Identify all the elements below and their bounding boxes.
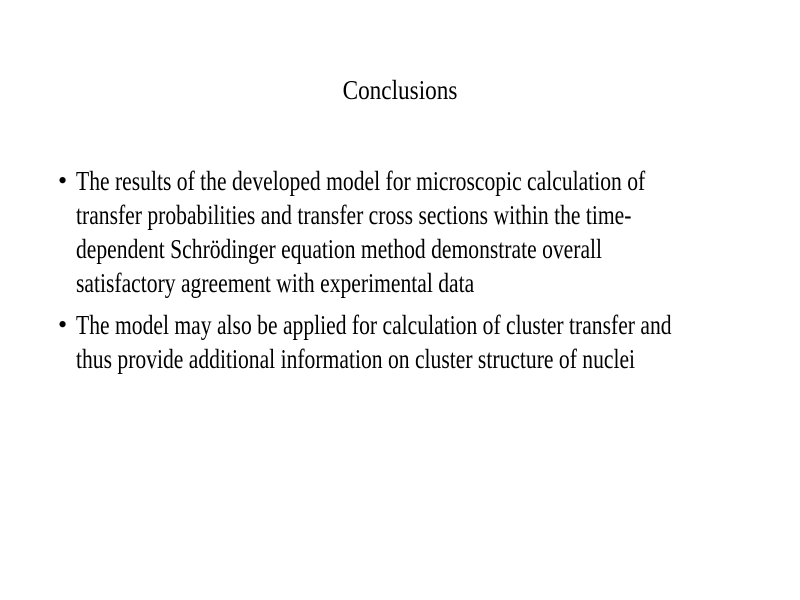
- bullet-text-line: satisfactory agreement with experimental data: [76, 268, 475, 298]
- bullet-text-line: thus provide additional information on cluster structure of nuclei: [76, 344, 636, 374]
- bullet-text-line: The results of the developed model for microscopic calculation of: [76, 166, 646, 196]
- bullet-text-line: transfer probabilities and transfer cross sections within the time-: [76, 200, 632, 230]
- bullet-item-model: [58, 308, 758, 376]
- bullet-item-results: [58, 164, 758, 300]
- slide-title: Conclusions: [342, 75, 458, 105]
- bullet-dot-icon: •: [58, 310, 68, 339]
- bullet-text-line: The model may also be applied for calculation of cluster transfer and: [76, 310, 672, 340]
- bullet-list: [58, 164, 758, 384]
- bullet-dot-icon: •: [58, 166, 68, 195]
- bullet-text-line: dependent Schrödinger equation method demonstrate overall: [76, 234, 603, 264]
